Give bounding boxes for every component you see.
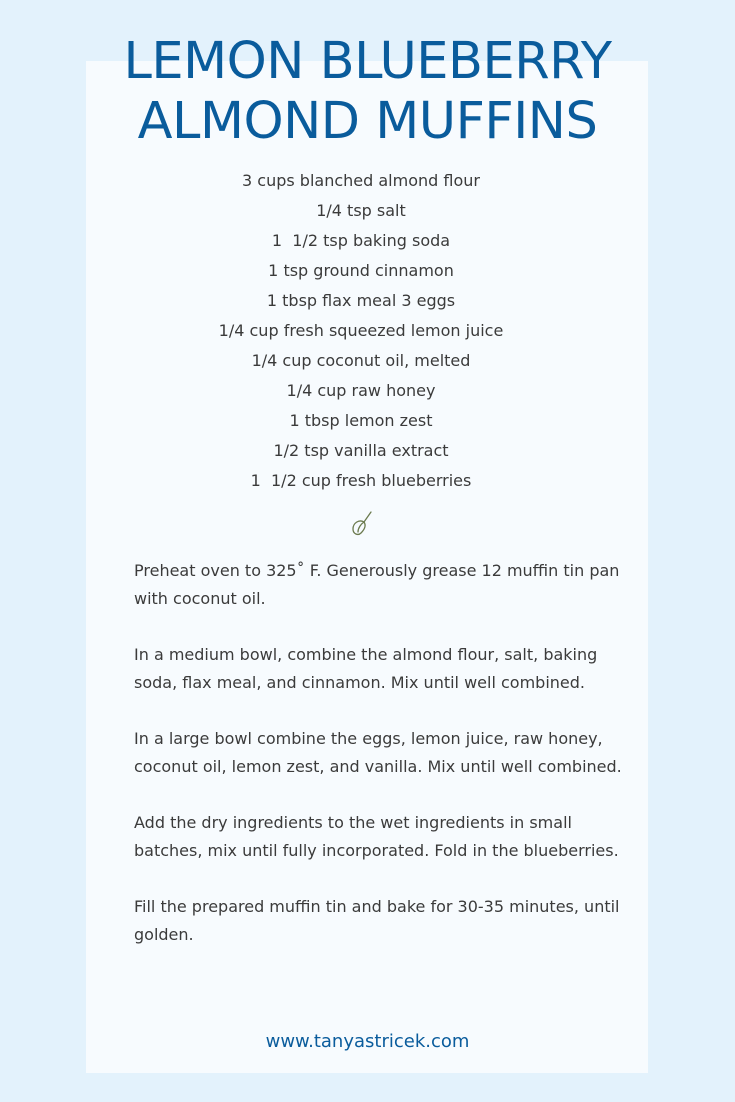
instruction-step: Fill the prepared muffin tin and bake for 30-35 minutes, until golden. — [134, 897, 620, 944]
ingredient-item: 1 1/2 cup fresh blueberries — [250, 471, 472, 490]
instruction-step: In a large bowl combine the eggs, lemon juice, raw honey, coconut oil, lemon zest, and vanilla. Mix until well combined. — [134, 729, 622, 776]
website-link[interactable]: www.tanyastricek.com — [265, 1031, 470, 1052]
ingredient-item: 1 tbsp lemon zest — [289, 411, 433, 430]
ingredient-item: 1/4 tsp salt — [316, 201, 406, 220]
instruction-step: Add the dry ingredients to the wet ingredients in small batches, mix until fully incorporated. Fold in the blueberries. — [134, 813, 619, 860]
ingredient-item: 1 tbsp flax meal 3 eggs — [266, 291, 456, 310]
recipe-title — [0, 32, 735, 152]
ingredient-item: 3 cups blanched almond flour — [242, 171, 480, 190]
ingredient-item: 1 1/2 tsp baking soda — [271, 231, 451, 250]
ingredient-item: 1/4 cup raw honey — [286, 381, 436, 400]
instructions — [134, 557, 622, 977]
ingredients-list — [0, 166, 722, 496]
ingredient-item: 1/2 tsp vanilla extract — [273, 441, 449, 460]
ingredient-item: 1/4 cup fresh squeezed lemon juice — [218, 321, 504, 340]
title-line-2: ALMOND MUFFINS — [137, 92, 598, 151]
instruction-step: In a medium bowl, combine the almond flour, salt, baking soda, flax meal, and cinnamon. Mix until well combined. — [134, 645, 598, 692]
whisk-icon — [349, 509, 377, 539]
ingredient-item: 1 tsp ground cinnamon — [268, 261, 454, 280]
instruction-step: Preheat oven to 325˚ F. Generously grease 12 muffin tin pan with coconut oil. — [134, 561, 620, 608]
title-line-1: LEMON BLUEBERRY — [123, 32, 612, 91]
ingredient-item: 1/4 cup coconut oil, melted — [251, 351, 471, 370]
